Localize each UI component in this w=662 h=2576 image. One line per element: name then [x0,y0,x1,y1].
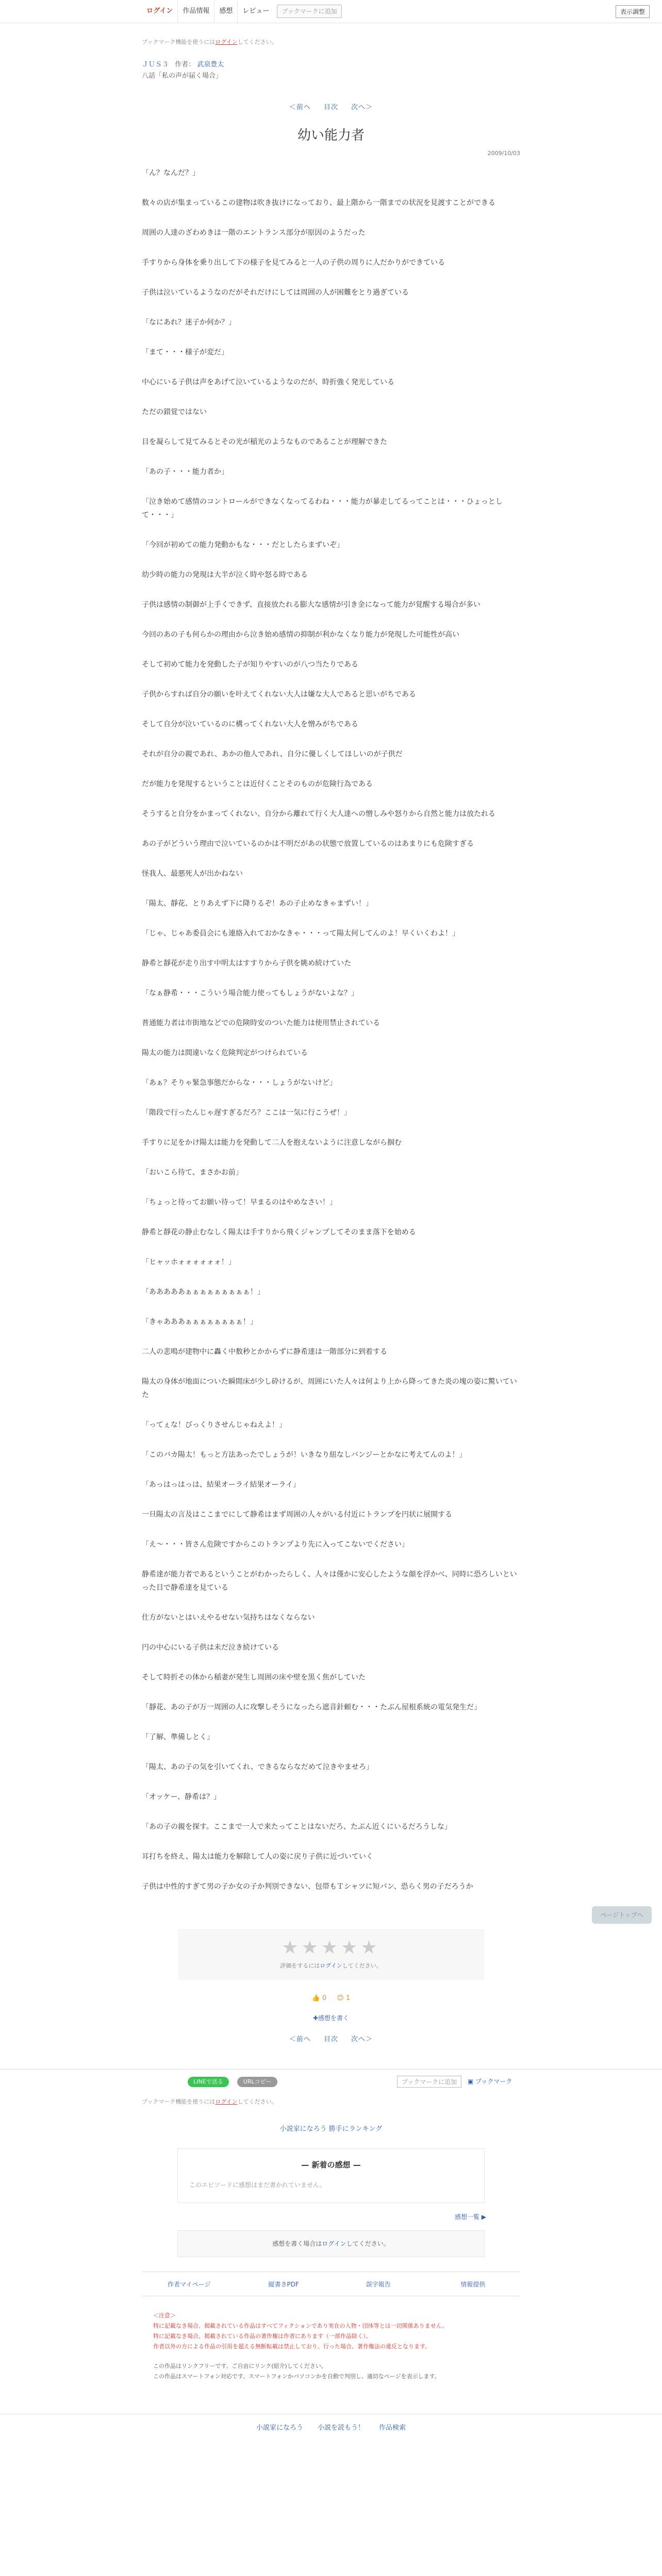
yomou-link[interactable]: 小説を読もう！ [317,2424,365,2432]
notice-line: 作者以外の方による作品の引用を超える無断転載は禁止しており、行った場合、著作権法の違反となります。 [153,2343,431,2350]
body-paragraph: そして時折その体から稲妻が発生し周囲の床や壁を黒く焦がしていた [142,1673,366,1682]
rating-stars[interactable]: ★★★★★ [282,1937,380,1958]
body-paragraph: 子供は泣いているようなのだがそれだけにしては周囲の人が困難をとり過ぎている [142,289,409,297]
note-text: 評価をするには [280,1962,320,1969]
display-settings-button[interactable]: 表示調整 [616,5,650,18]
lower-section [0,2069,662,2439]
body-paragraph: 二人の悲鳴が建物中に轟く中数秒とかからずに静希達は一階部分に到着する [142,1348,387,1356]
body-paragraph: 「陽太、靜花、とりあえず下に降りるぞ！あの子止めなきゃまずい！」 [142,900,373,908]
body-paragraph: ただの錯覚ではない [142,408,207,416]
share-row [0,2070,662,2094]
body-paragraph: 「ってぇな！びっくりさせんじゃねえよ！」 [142,1421,286,1429]
tab-impressions[interactable]: 感想 [214,0,237,23]
new-impressions-box [177,2148,485,2203]
page-top-button[interactable]: ページトップへ [592,1906,652,1924]
body-paragraph: だが能力を発現するということは近付くことそのものが危険行為である [142,780,373,788]
body-paragraph: そして自分が泣いているのに構ってくれない大人を憎みがちである [142,720,358,728]
body-paragraph: 静希と靜花の静止むなしく陽太は手すりから飛くジャンプしてそのまま落下を始める [142,1228,416,1236]
write-impression-link[interactable]: ✚感想を書く [312,2014,350,2022]
body-paragraph: 「おいこら待て、まさかお前」 [142,1168,243,1177]
body-paragraph: 手すりに足をかけ陽太は能力を発動して二人を抱えないように注意しながら掴む [142,1139,402,1147]
prev-link[interactable]: ＜前へ [289,104,311,111]
body-paragraph: 幼少時の能力の発現は大半が泣く時や怒る時である [142,571,308,579]
author-link[interactable]: 武泉豊太 [197,61,224,69]
body-paragraph: 今回のあの子も何らかの理由から泣き始め感情の抑制が利かなくなり能力が発現した可能性が高い [142,631,459,639]
body-paragraph: 手すりから身体を乗り出して下の様子を見てみると一人の子供の周りに人だかりができている [142,259,445,267]
top-navigation [0,0,662,23]
chapter-body [142,166,520,1893]
main-content [142,38,520,2043]
body-paragraph: 「ん？なんだ？」 [142,169,200,177]
vertical-pdf-link[interactable]: 縦書きPDF [268,2280,299,2288]
author-mypage-link[interactable]: 作者マイページ [167,2280,211,2288]
body-paragraph: 子供は中性的すぎて男の子か女の子か判別できない、包帯もＴシャツに短パン、恐らく男の子だろうか [142,1883,473,1891]
notice-line: 特に記載なき場合、掲載されている作品はすべてフィクションであり実在の人物・団体等とは一切関係ありません。 [153,2323,448,2329]
note-text: してください。 [342,1962,382,1969]
body-paragraph: 「ちょっと待ってお願い待って！早まるのはやめなさい！」 [142,1198,337,1207]
body-paragraph: 「このバカ陽太！もっと方法あったでしょうが！いきなり紐なしバンジーとかなに考えてんのよ！」 [142,1451,467,1459]
rating-note [178,1961,484,1970]
tab-reviews[interactable]: レビュー [237,0,274,23]
body-paragraph: 怪我人、最悪死人が出かねない [142,870,243,878]
toc-link[interactable]: 目次 [323,104,338,111]
tab-login[interactable]: ログイン [146,7,173,15]
toc-link[interactable]: 目次 [323,2036,338,2043]
next-link[interactable]: 次へ＞ [351,104,373,111]
series-title-link[interactable]: ＪＵＳ３ [142,61,169,69]
rating-area [178,1929,484,1980]
pager-bottom [142,2033,520,2043]
search-link[interactable]: 作品検索 [379,2424,406,2432]
body-paragraph: 「なにあれ？迷子か何か？」 [142,318,236,327]
body-paragraph: 「今回が初めての能力発動かもな・・・だとしたらまずいぞ」 [142,541,344,549]
author-label: 作者： [175,61,195,69]
note-text: 感想を書く場合は [272,2240,322,2247]
info-report-link[interactable]: 情報提供 [460,2280,486,2288]
note-text: してください。 [346,2240,390,2247]
body-paragraph: 「え～・・・皆さん危険ですからこのトランプより先に入ってこないでください」 [142,1540,409,1549]
body-paragraph: 普通能力者は市街地などでの危険時安のついた能力は使用禁止されている [142,1019,380,1027]
notice-line: この作品はスマートフォン対応です。スマートフォンかパソコンかを自動で判別し、適切なページを表示します。 [153,2373,440,2380]
bottom-bar [0,2414,662,2439]
body-paragraph: 「あああああぁぁぁぁぁぁぁぁぁ！」 [142,1288,264,1296]
prev-link[interactable]: ＜前へ [289,2036,311,2043]
write-login-link[interactable]: ログイン [322,2240,346,2247]
body-paragraph: 陽太の身体が地面についた瞬間床が少し砕けるが、周囲にいた人々は何より上から降ってきた炎の塊の姿に驚いていた [142,1378,517,1399]
body-paragraph: 仕方がないとはいえやるせない気持ちはなくならない [142,1614,315,1622]
narou-link[interactable]: 小説家になろう [256,2424,303,2432]
thumbs-up-reaction[interactable]: 👍 0 [311,1994,327,2002]
note-text: ブックマーク機能を使うには [142,39,216,45]
body-paragraph: 周囲の人達のざわめきは一階のエントランス部分が原因のようだった [142,229,366,237]
url-copy-button[interactable]: URLコピー [237,2077,277,2087]
body-paragraph: 子供からすれば自分の願いを叶えてくれない大人は嫌な大人であると思いがちである [142,690,416,699]
body-paragraph: 「陽太、あの子の気を引いてくれ、できるならなだめて泣きやませろ」 [142,1763,373,1771]
body-paragraph: 「泣き始めて感情のコントロールができなくなってるわね・・・能力が暴走してるってことは・・・ひょっとして・・・」 [142,498,503,519]
body-paragraph: 「あの子の親を探す。ここまで一人で来たってことはないだろ、たぶん近くにいるだろうしな」 [142,1823,452,1831]
line-share-button[interactable]: LINEで送る [188,2077,229,2087]
body-paragraph: 「オッケー、静希は？」 [142,1793,221,1801]
body-paragraph: 「じゃ、じゃあ委員会にも連絡入れておかなきゃ・・・って陽太何してんのよ！早くいくわよ！」 [142,929,459,938]
typo-report-link[interactable]: 誤字報告 [366,2280,391,2288]
body-paragraph: 「靜花、あの子が万一周囲の人に攻撃しそうになったら遮音針頼む・・・たぶん屋根系統の電気発生だ」 [142,1703,481,1711]
body-paragraph: そうすると自分をかまってくれない、自分から離れて行く大人達への憎しみや怒りから自然と能力は放たれる [142,810,495,818]
body-paragraph: 静希と靜花が走り出す中明太はすすりから子供を眺め続けていた [142,959,352,968]
login-link[interactable]: ログイン [215,2098,238,2105]
body-paragraph: 「あっはっはっは、結果オーライ結果オーライ」 [142,1481,301,1489]
ranking-link[interactable]: 小説家になろう 勝手にランキング [279,2125,383,2133]
body-paragraph: 目を凝らして見てみるとその光が稲光のようなものであることが理解できた [142,438,387,446]
notice-line: 特に記載なき場合、掲載されている作品の著作権は作者にあります（一部作品除く）。 [153,2333,372,2340]
footer-links [142,2272,520,2296]
no-impressions-text: このエピソードに感想はまだ書かれていません。 [189,2181,326,2189]
body-paragraph: 円の中心にいる子供は未だ泣き続けている [142,1643,279,1652]
login-link[interactable]: ログイン [215,39,238,45]
chapter-title: 幼い能力者 [297,128,365,143]
body-paragraph: 「あぁ？そりゃ緊急事態だからな・・・しょうがないけど」 [142,1079,337,1087]
next-link[interactable]: 次へ＞ [351,2036,373,2043]
bookmark-login-note [142,38,520,46]
bookmark-link[interactable]: ▣ ブックマーク [468,2078,512,2085]
bookmark-login-note-bottom [142,2097,520,2106]
add-bookmark-button-bottom[interactable]: ブックマークに追加 [397,2076,461,2088]
body-paragraph: 「了解、準備しとく」 [142,1733,214,1741]
note-text: してください。 [237,39,277,45]
notice-head: ＜注意＞ [153,2312,176,2319]
note-text: してください。 [237,2098,277,2105]
notice-gray-block [153,2361,520,2382]
post-date: 2009/10/03 [487,150,520,157]
body-paragraph: 「ヒャッホォォォォォォ！」 [142,1258,236,1266]
note-text: ブックマーク機能を使うには [142,2098,216,2105]
body-paragraph: 一旦陽太の言及はここまでにして静希はまず周囲の人々がいる付近にトランプを円状に展開する [142,1511,452,1519]
pager-top [142,101,520,111]
notice-line: この作品はリンクフリーです。ご自由にリンク(紹介)してください。 [153,2363,327,2369]
body-paragraph: 中心にいる子供は声をあげて泣いているようなのだが、時折強く発光している [142,378,394,386]
body-paragraph: 「階段で行ったんじゃ遅すぎるだろ？ここは一気に行こうぜ！」 [142,1109,351,1117]
notice-block [142,2311,520,2382]
body-paragraph: 静希達が能力者であるということがわかったらしく、人々は僅かに安心したような顔を浮かべ、同時に恐ろしいといった目で静希達を見ている [142,1570,517,1592]
new-impressions-title: — 新着の感想 — [301,2160,361,2170]
body-paragraph: 子供は感情の制御が上手くできず、直接放たれる膨大な感情が引き金になって能力が覚醒する場合が多い [142,601,481,609]
write-impression-box [177,2230,485,2257]
smile-reaction[interactable]: 😊 1 [337,1994,351,2002]
body-paragraph: あの子がどういう理由で泣いているのかは不明だがあの状態で放置しているのはあまりにも危険すぎる [142,840,474,848]
tab-work-info[interactable]: 作品情報 [177,0,214,23]
body-paragraph: 「なぁ静希・・・こういう場合能力使ってもしょうがないよな？」 [142,989,358,997]
body-paragraph: 「きゃあああぁぁぁぁぁぁぁぁ！」 [142,1318,257,1326]
body-paragraph: 数々の店が集まっているこの建物は吹き抜けになっており、最上階から一階までの状況を見渡すことができる [142,199,495,207]
body-paragraph: 陽太の能力は間違いなく危険判定がつけられている [142,1049,308,1057]
arc-title: 八話「私の声が届く場合」 [142,72,223,80]
impression-list-link[interactable]: 感想一覧 ▶ [454,2213,486,2221]
reaction-buttons [142,1994,520,2002]
rating-login-link[interactable]: ログイン [320,1962,342,1969]
body-paragraph: 耳打ちを終え、陽太は能力を解除して人の姿に戻り子供に近づいていく [142,1853,373,1861]
body-paragraph: それが自分の親であれ、あかの他人であれ、自分に優しくしてほしいのが子供だ [142,750,403,758]
series-info [142,59,520,82]
body-paragraph: 「あの子・・・能力者か」 [142,468,228,476]
body-paragraph: そして初めて能力を発動した子が知りやすいのが八つ当たりである [142,660,358,669]
body-paragraph: 「まて・・・様子が変だ」 [142,348,228,357]
add-bookmark-button[interactable]: ブックマークに追加 [277,5,341,18]
